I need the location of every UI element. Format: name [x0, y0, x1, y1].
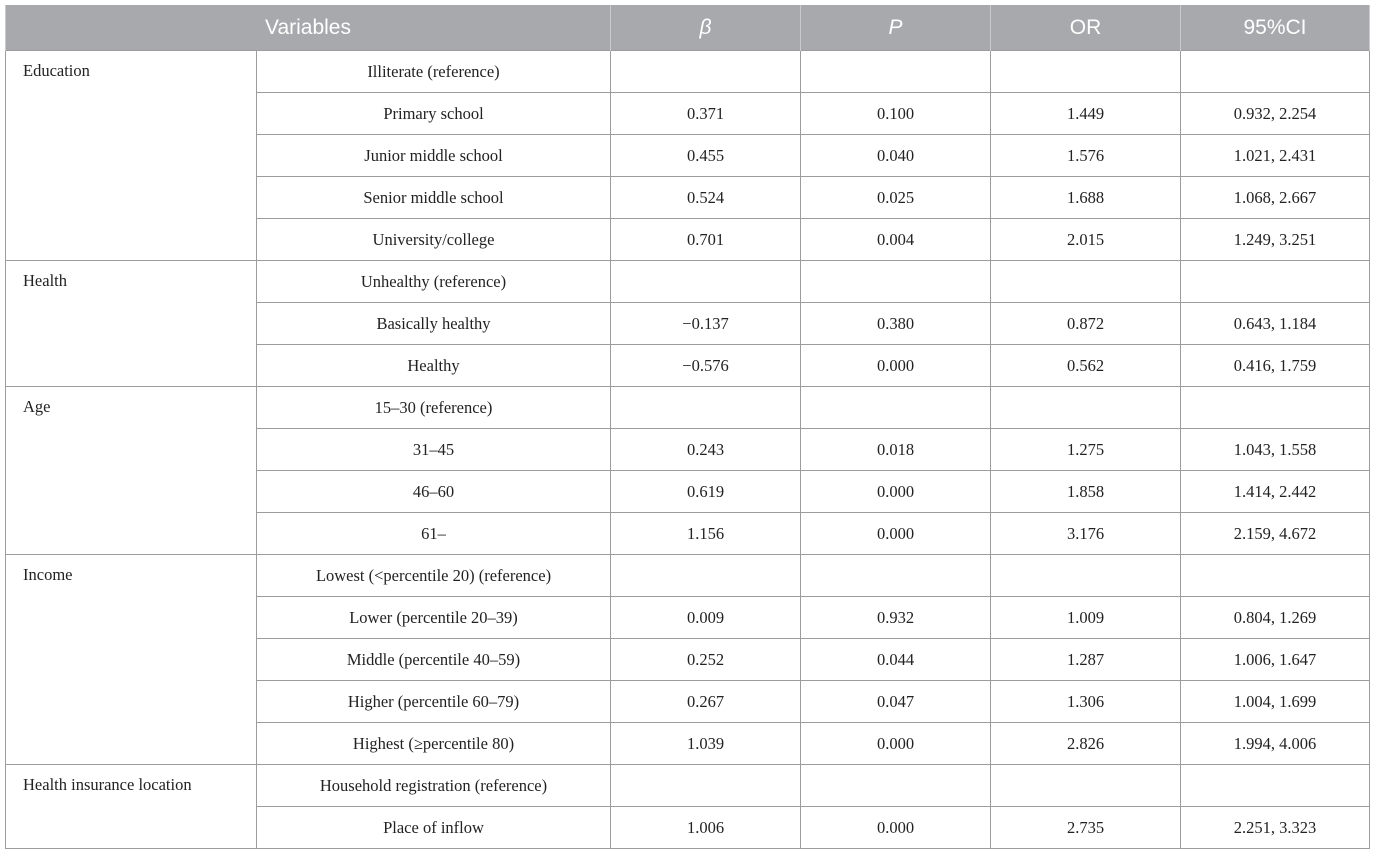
p-cell: 0.000	[801, 513, 991, 555]
or-cell	[991, 261, 1181, 303]
beta-cell	[611, 261, 801, 303]
category-label: Basically healthy	[257, 303, 611, 345]
header-row	[6, 5, 1370, 51]
p-cell	[801, 387, 991, 429]
variable-group-label: Income	[6, 555, 257, 765]
beta-cell: 0.371	[611, 93, 801, 135]
beta-cell: 0.455	[611, 135, 801, 177]
ci-cell: 1.021, 2.431	[1181, 135, 1370, 177]
or-cell: 0.562	[991, 345, 1181, 387]
table-header	[6, 5, 1370, 51]
p-cell: 0.000	[801, 723, 991, 765]
or-cell: 3.176	[991, 513, 1181, 555]
variable-group-label: Health	[6, 261, 257, 387]
variable-group-label: Health insurance location	[6, 765, 257, 849]
p-cell: 0.018	[801, 429, 991, 471]
variable-group-label: Education	[6, 51, 257, 261]
or-cell: 1.275	[991, 429, 1181, 471]
or-cell: 1.688	[991, 177, 1181, 219]
category-label: Middle (percentile 40–59)	[257, 639, 611, 681]
category-label: Highest (≥percentile 80)	[257, 723, 611, 765]
table-row	[6, 765, 1370, 807]
beta-cell	[611, 51, 801, 93]
header-beta: β	[611, 5, 801, 51]
regression-table	[5, 5, 1370, 849]
ci-cell	[1181, 51, 1370, 93]
beta-cell	[611, 555, 801, 597]
beta-cell: 1.156	[611, 513, 801, 555]
category-label: Household registration (reference)	[257, 765, 611, 807]
p-cell: 0.000	[801, 807, 991, 849]
regression-table-container	[5, 5, 1370, 849]
beta-cell: 1.006	[611, 807, 801, 849]
category-label: Place of inflow	[257, 807, 611, 849]
ci-cell	[1181, 261, 1370, 303]
header-p: P	[801, 5, 991, 51]
category-label: Higher (percentile 60–79)	[257, 681, 611, 723]
category-label: University/college	[257, 219, 611, 261]
category-label: Primary school	[257, 93, 611, 135]
beta-cell: 0.267	[611, 681, 801, 723]
p-cell	[801, 765, 991, 807]
category-label: Unhealthy (reference)	[257, 261, 611, 303]
or-cell: 1.858	[991, 471, 1181, 513]
table-body	[6, 51, 1370, 849]
category-label: 61–	[257, 513, 611, 555]
ci-cell: 1.414, 2.442	[1181, 471, 1370, 513]
p-cell: 0.047	[801, 681, 991, 723]
or-cell: 1.449	[991, 93, 1181, 135]
p-cell: 0.025	[801, 177, 991, 219]
p-cell: 0.000	[801, 345, 991, 387]
table-row	[6, 387, 1370, 429]
p-cell: 0.044	[801, 639, 991, 681]
ci-cell	[1181, 765, 1370, 807]
p-cell: 0.380	[801, 303, 991, 345]
p-cell	[801, 51, 991, 93]
table-row	[6, 555, 1370, 597]
header-variables: Variables	[6, 5, 611, 51]
or-cell	[991, 765, 1181, 807]
ci-cell: 2.159, 4.672	[1181, 513, 1370, 555]
ci-cell: 0.643, 1.184	[1181, 303, 1370, 345]
ci-cell: 1.249, 3.251	[1181, 219, 1370, 261]
ci-cell: 1.043, 1.558	[1181, 429, 1370, 471]
p-cell: 0.932	[801, 597, 991, 639]
beta-cell: 0.252	[611, 639, 801, 681]
category-label: Illiterate (reference)	[257, 51, 611, 93]
variable-group-label: Age	[6, 387, 257, 555]
ci-cell: 0.416, 1.759	[1181, 345, 1370, 387]
beta-cell: 0.243	[611, 429, 801, 471]
header-or: OR	[991, 5, 1181, 51]
p-cell: 0.004	[801, 219, 991, 261]
or-cell: 2.826	[991, 723, 1181, 765]
ci-cell: 1.004, 1.699	[1181, 681, 1370, 723]
ci-cell: 2.251, 3.323	[1181, 807, 1370, 849]
table-row	[6, 51, 1370, 93]
ci-cell	[1181, 387, 1370, 429]
beta-cell	[611, 387, 801, 429]
or-cell: 2.735	[991, 807, 1181, 849]
category-label: Lowest (<percentile 20) (reference)	[257, 555, 611, 597]
p-cell: 0.100	[801, 93, 991, 135]
ci-cell	[1181, 555, 1370, 597]
ci-cell: 1.994, 4.006	[1181, 723, 1370, 765]
ci-cell: 0.932, 2.254	[1181, 93, 1370, 135]
p-cell: 0.040	[801, 135, 991, 177]
beta-cell: −0.576	[611, 345, 801, 387]
category-label: 46–60	[257, 471, 611, 513]
or-cell: 1.009	[991, 597, 1181, 639]
category-label: Healthy	[257, 345, 611, 387]
p-cell	[801, 261, 991, 303]
beta-cell: 0.524	[611, 177, 801, 219]
p-cell: 0.000	[801, 471, 991, 513]
or-cell: 1.576	[991, 135, 1181, 177]
or-cell: 2.015	[991, 219, 1181, 261]
or-cell: 0.872	[991, 303, 1181, 345]
beta-cell: −0.137	[611, 303, 801, 345]
category-label: Lower (percentile 20–39)	[257, 597, 611, 639]
ci-cell: 1.068, 2.667	[1181, 177, 1370, 219]
or-cell	[991, 387, 1181, 429]
beta-cell	[611, 765, 801, 807]
or-cell: 1.287	[991, 639, 1181, 681]
category-label: 15–30 (reference)	[257, 387, 611, 429]
ci-cell: 0.804, 1.269	[1181, 597, 1370, 639]
p-cell	[801, 555, 991, 597]
or-cell: 1.306	[991, 681, 1181, 723]
beta-cell: 0.701	[611, 219, 801, 261]
beta-cell: 0.009	[611, 597, 801, 639]
header-ci: 95%CI	[1181, 5, 1370, 51]
category-label: Junior middle school	[257, 135, 611, 177]
beta-cell: 1.039	[611, 723, 801, 765]
ci-cell: 1.006, 1.647	[1181, 639, 1370, 681]
or-cell	[991, 51, 1181, 93]
category-label: 31–45	[257, 429, 611, 471]
beta-cell: 0.619	[611, 471, 801, 513]
category-label: Senior middle school	[257, 177, 611, 219]
table-row	[6, 261, 1370, 303]
or-cell	[991, 555, 1181, 597]
